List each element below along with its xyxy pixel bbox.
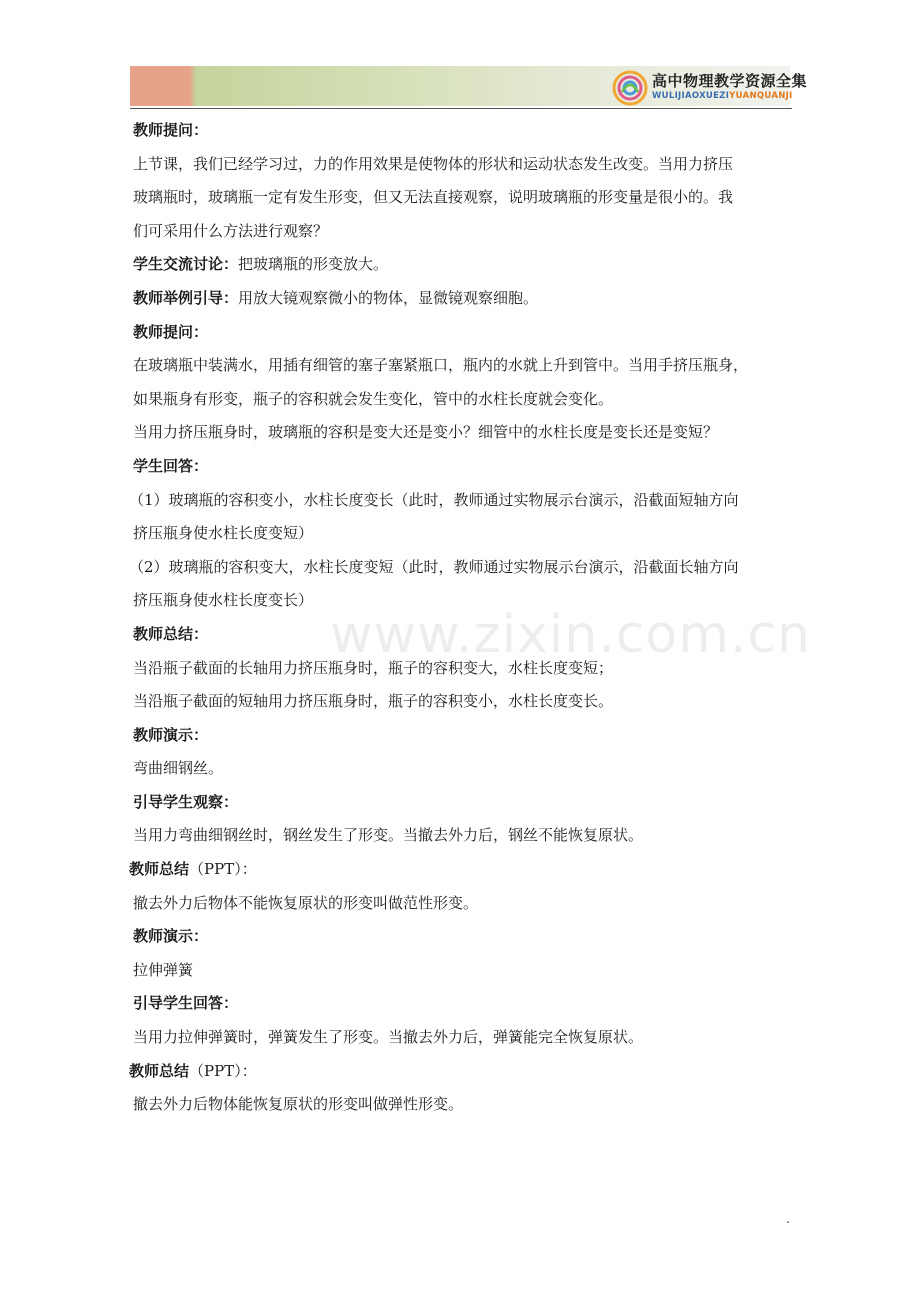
line-heading: 教师总结： <box>133 624 209 643</box>
paragraph-line <box>133 920 793 954</box>
logo-icon <box>612 70 648 106</box>
line-text: 在玻璃瓶中装满水，用插有细管的塞子塞紧瓶口，瓶内的水就上升到管中。当用手挤压瓶身， <box>133 356 749 375</box>
line-heading: 教师提问： <box>133 121 209 139</box>
line-text: （2）玻璃瓶的容积变大，水柱长度变短（此时，教师通过实物展示台演示，沿截面长轴方向 <box>129 557 739 576</box>
logo-pinyin-b: YUANQUANJI <box>729 91 793 101</box>
paragraph-line <box>133 148 793 182</box>
paragraph-line <box>133 1088 793 1122</box>
line-heading: 学生回答： <box>133 456 209 475</box>
paragraph-line <box>133 887 793 921</box>
line-heading: 教师举例引导： <box>133 288 239 307</box>
paragraph-line <box>129 551 793 585</box>
line-heading: 教师提问： <box>133 322 209 341</box>
logo-title: 高中物理教学资源全集 <box>652 72 808 90</box>
line-text: 挤压瓶身使水柱长度变短） <box>133 524 314 543</box>
logo-pinyin-a: WULIJIAOXUEZI <box>652 91 730 101</box>
paragraph-line <box>133 719 793 753</box>
paragraph-line <box>133 618 793 652</box>
paragraph-line <box>133 954 793 988</box>
paragraph-line <box>133 987 793 1021</box>
paragraph-line <box>133 685 793 719</box>
paragraph-line <box>129 484 793 518</box>
line-text: 们可采用什么方法进行观察？ <box>133 221 329 240</box>
line-text: 把玻璃瓶的形变放大。 <box>238 255 389 274</box>
paragraph-line <box>129 853 793 887</box>
logo-pinyin <box>652 91 793 101</box>
line-heading: 引导学生观察： <box>133 792 239 811</box>
line-text: （PPT）： <box>189 1061 257 1080</box>
line-text: 当沿瓶子截面的长轴用力挤压瓶身时，瓶子的容积变大，水柱长度变短； <box>133 658 614 677</box>
line-text: （1）玻璃瓶的容积变小，水柱长度变长（此时，教师通过实物展示台演示，沿截面短轴方向 <box>129 490 739 509</box>
paragraph-line <box>133 114 793 148</box>
paragraph-line <box>133 786 793 820</box>
paragraph-line <box>133 584 793 618</box>
paragraph-line <box>133 1021 793 1055</box>
line-text: 当用力挤压瓶身时，玻璃瓶的容积是变大还是变小？细管中的水柱长度是变长还是变短？ <box>133 423 719 442</box>
paragraph-line <box>133 517 793 551</box>
line-heading: 学生交流讨论： <box>133 255 239 274</box>
line-text: 撤去外力后物体能恢复原状的形变叫做弹性形变。 <box>133 1095 464 1114</box>
paragraph-line <box>133 752 793 786</box>
paragraph-line <box>133 248 793 282</box>
line-text: 如果瓶身有形变，瓶子的容积就会发生变化，管中的水柱长度就会变化。 <box>133 389 614 408</box>
paragraph-line <box>133 316 793 350</box>
line-text: 当用力拉伸弹簧时，弹簧发生了形变。当撤去外力后，弹簧能完全恢复原状。 <box>133 1028 644 1047</box>
paragraph-line <box>133 181 793 215</box>
line-text: 当用力弯曲细钢丝时，钢丝发生了形变。当撤去外力后，钢丝不能恢复原状。 <box>133 826 644 845</box>
paragraph-line <box>133 450 793 484</box>
paragraph-line <box>129 1055 793 1089</box>
header-rule <box>130 108 792 109</box>
watermark: www.zixin.com.cn <box>330 605 811 665</box>
paragraph-line <box>133 652 793 686</box>
paragraph-line <box>133 819 793 853</box>
line-text: 拉伸弹簧 <box>133 960 194 979</box>
line-heading: 教师演示： <box>133 725 209 744</box>
line-text: 当沿瓶子截面的短轴用力挤压瓶身时，瓶子的容积变小，水柱长度变长。 <box>133 692 614 711</box>
line-text: 玻璃瓶时，玻璃瓶一定有发生形变，但又无法直接观察，说明玻璃瓶的形变量是很小的。我 <box>133 188 734 207</box>
paragraph-line <box>133 349 793 383</box>
page-mark: . <box>786 1212 790 1226</box>
line-heading: 教师总结 <box>129 1061 190 1080</box>
line-heading: 教师演示： <box>133 927 209 946</box>
paragraph-line <box>133 282 793 316</box>
paragraph-line <box>133 215 793 249</box>
line-text: 上节课，我们已经学习过，力的作用效果是使物体的形状和运动状态发生改变。当用力挤压 <box>133 154 734 173</box>
line-text: （PPT）： <box>189 860 257 879</box>
line-text: 弯曲细钢丝。 <box>133 759 224 778</box>
line-heading: 引导学生回答： <box>133 994 239 1013</box>
document-body <box>129 114 793 1122</box>
paragraph-line <box>133 383 793 417</box>
paragraph-line <box>133 416 793 450</box>
line-text: 挤压瓶身使水柱长度变长） <box>133 591 314 610</box>
line-heading: 教师总结 <box>129 860 190 879</box>
line-text: 撤去外力后物体不能恢复原状的形变叫做范性形变。 <box>133 893 479 912</box>
line-text: 用放大镜观察微小的物体，显微镜观察细胞。 <box>238 288 539 307</box>
